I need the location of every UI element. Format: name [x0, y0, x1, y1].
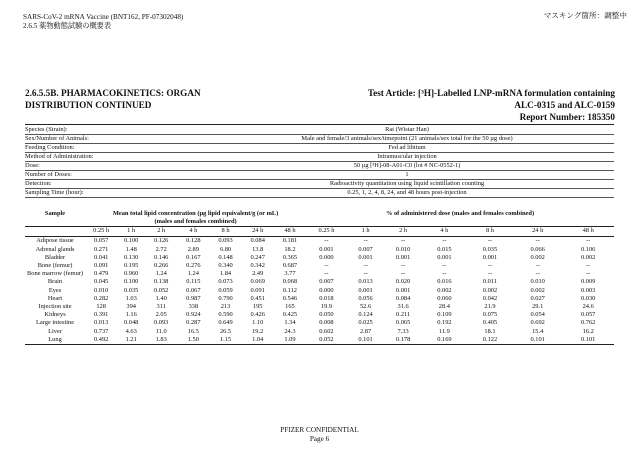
dose-percent-value: 0.001: [437, 253, 452, 261]
concentration-value: 1.21: [117, 336, 145, 345]
concentration-value: 0.091: [250, 286, 265, 294]
concentration-value: 0.057: [93, 237, 109, 245]
dose-percent-value: 0.011: [482, 278, 498, 286]
tissue-name: Liver: [48, 327, 62, 335]
dose-percent-value: 0.169: [422, 336, 467, 345]
concentration-value: 11.0: [155, 327, 167, 335]
concentration-value: 0.100: [123, 278, 139, 286]
study-info-value: 0.25, 1, 2, 4, 8, 24, and 48 hours post-injection: [200, 189, 614, 198]
concentration-value: 338: [188, 303, 199, 311]
dose-percent-value: --: [400, 262, 406, 270]
concentration-value: 4.63: [125, 327, 137, 335]
dose-percent-value: 0.405: [482, 319, 498, 327]
study-info-row: [25, 180, 614, 189]
dose-percent-value: 0.192: [437, 319, 452, 327]
conc-timepoint-header: 8 h: [209, 227, 241, 237]
dose-percent-value: 0.075: [482, 311, 498, 319]
conc-timepoint-header: 48 h: [274, 227, 306, 237]
section-title-line1: 2.6.5.5B. PHARMACOKINETICS: ORGAN: [25, 88, 201, 98]
dose-percent-value: 0.003: [580, 286, 596, 294]
study-info-value: Male and female/3 animals/sex/timepoint (21 animals/sex total for the 50 µg dose): [200, 135, 614, 144]
tissue-name: Injection site: [38, 303, 72, 311]
concentration-value: 0.365: [282, 253, 298, 261]
concentration-value: 0.138: [154, 278, 169, 286]
dose-percent-value: --: [535, 237, 540, 245]
dose-percent-value: 0.025: [358, 319, 373, 327]
concentration-value: 1.15: [209, 336, 241, 345]
concentration-value: 2.89: [187, 245, 199, 253]
concentration-value: 0.790: [218, 294, 233, 302]
dose-percent-value: 0.101: [562, 336, 614, 345]
concentration-value: 0.112: [282, 286, 297, 294]
concentration-value: 2.05: [155, 311, 167, 319]
dose-percent-value: --: [324, 262, 329, 270]
table-row: [25, 336, 614, 345]
table-row: [25, 270, 614, 278]
concentration-value: 1.16: [125, 311, 137, 319]
dose-percent-value: 0.060: [437, 294, 452, 302]
concentration-value: 0.073: [218, 278, 233, 286]
concentration-value: 0.247: [250, 253, 265, 261]
study-info-value: Fed ad libitum: [200, 144, 614, 153]
dose-percent-value: 0.057: [580, 311, 596, 319]
dose-percent-value: 19.9: [320, 303, 333, 311]
concentration-value: 0.091: [93, 262, 109, 270]
dose-percent-value: 0.013: [358, 278, 373, 286]
concentration-value: 0.546: [282, 294, 298, 302]
study-info-label: Feeding Condition:: [25, 144, 200, 153]
dose-percent-value: 18.1: [484, 327, 496, 335]
table-row: [25, 254, 614, 262]
concentration-value: 1.48: [125, 245, 137, 253]
table-row: [25, 295, 614, 303]
dose-percent-value: 0.030: [580, 294, 596, 302]
dose-timepoint-header: 24 h: [513, 227, 562, 237]
concentration-value: 0.035: [123, 286, 139, 294]
dose-percent-value: --: [535, 262, 540, 270]
sample-subheader-blank: [25, 227, 85, 237]
pk-data-table: [25, 210, 614, 345]
table-row: [25, 237, 614, 246]
concentration-value: 0.492: [85, 336, 117, 345]
concentration-value: 1.10: [252, 319, 264, 327]
dose-percent-value: 0.692: [530, 319, 545, 327]
study-info-label: Species (Strain):: [25, 126, 200, 135]
sample-header: Sample: [25, 210, 85, 227]
concentration-value: 0.649: [218, 319, 233, 327]
concentration-value: 0.146: [154, 253, 169, 261]
study-info-value: 50 µg [³H]-08-A01-C0 (lot # NC-0552-1): [200, 162, 614, 171]
concentration-value: 0.342: [250, 262, 265, 270]
tissue-name: Brain: [47, 278, 63, 286]
study-info-row: [25, 162, 614, 171]
dose-timepoint-header: 4 h: [422, 227, 467, 237]
conc-timepoint-header: 2 h: [145, 227, 177, 237]
conc-timepoint-header: 0.25 h: [85, 227, 117, 237]
concentration-value: 13.8: [252, 245, 264, 253]
concentration-header-line1: Mean total lipid concentration (µg lipid equivalent/g (or mL): [112, 210, 279, 217]
concentration-value: 18.2: [284, 245, 296, 253]
dose-percent-value: 0.124: [358, 311, 373, 319]
dose-percent-value: 0.002: [580, 253, 596, 261]
concentration-value: 0.181: [282, 237, 298, 245]
section-title: [25, 87, 201, 111]
study-info-row: [25, 135, 614, 144]
dose-percent-value: 15.4: [532, 327, 544, 335]
concentration-value: 0.737: [93, 327, 109, 335]
table-row: [25, 246, 614, 254]
dose-percent-value: 0.122: [467, 336, 513, 345]
concentration-value: 1.83: [145, 336, 177, 345]
dose-percent-value: 0.106: [580, 245, 596, 253]
study-info-row: [25, 189, 614, 198]
dose-percent-value: --: [586, 262, 591, 270]
study-info-value: Radioactivity quantitation using liquid scintillation counting: [200, 180, 614, 189]
concentration-value: 0.426: [250, 311, 265, 319]
table-row: [25, 311, 614, 319]
dose-percent-value: 0.050: [319, 311, 334, 319]
concentration-value: 195: [252, 303, 263, 311]
dose-percent-value: 0.001: [358, 286, 373, 294]
table-row: [25, 278, 614, 286]
concentration-value: 0.084: [250, 237, 265, 245]
study-info-row: [25, 144, 614, 153]
study-info-label: Number of Doses:: [25, 171, 200, 180]
concentration-value: 0.924: [186, 311, 201, 319]
dose-percent-value: 0.010: [530, 278, 545, 286]
dose-percent-value: 0.002: [482, 286, 498, 294]
dose-percent-value: 0.001: [482, 253, 498, 261]
dose-percent-value: 52.6: [359, 303, 372, 311]
concentration-value: 1.09: [274, 336, 306, 345]
dose-percent-value: --: [324, 237, 329, 245]
concentration-value: 0.276: [186, 262, 201, 270]
concentration-value: 19.2: [252, 327, 264, 335]
dose-percent-value: --: [487, 237, 493, 245]
concentration-value: 1.03: [125, 294, 137, 302]
dose-percent-value: 0.178: [384, 336, 422, 345]
dose-percent-value: 21.9: [484, 303, 496, 311]
dose-percent-value: 0.109: [437, 311, 452, 319]
dose-percent-value: 0.042: [482, 294, 498, 302]
tissue-name: Heart: [47, 294, 63, 302]
concentration-value: 1.84: [219, 270, 232, 278]
concentration-value: 213: [220, 303, 231, 311]
masking-note: マスキング箇所：調整中: [543, 11, 627, 20]
page-number: Page 6: [309, 435, 330, 443]
dose-percent-value: 0.020: [395, 278, 411, 286]
dose-percent-value: 0.002: [530, 253, 545, 261]
concentration-value: 1.04: [242, 336, 274, 345]
tissue-name: Bladder: [44, 253, 66, 261]
concentration-value: 0.045: [93, 278, 109, 286]
dose-percent-value: 0.000: [319, 286, 334, 294]
tissue-name: Kidneys: [44, 311, 66, 319]
table-row: [25, 319, 614, 327]
concentration-value: 1.34: [284, 319, 296, 327]
dose-percent-value: 7.33: [397, 327, 409, 335]
dose-percent-value: 0.054: [530, 311, 545, 319]
concentration-value: 0.451: [250, 294, 265, 302]
study-info-table: [25, 126, 614, 198]
dose-percent-value: --: [442, 262, 447, 270]
study-info-label: Detection:: [25, 180, 200, 189]
tissue-name: Bone (femur): [37, 262, 73, 270]
dose-percent-value: 24.6: [582, 303, 594, 311]
concentration-value: 0.100: [123, 237, 139, 245]
study-info-label: Method of Administration:: [25, 153, 200, 162]
concentration-value: 0.282: [93, 294, 109, 302]
tissue-name: Adrenal glands: [35, 245, 75, 253]
test-article-line2: ALC-0315 and ALC-0159: [514, 100, 615, 110]
dose-timepoint-header: 2 h: [384, 227, 422, 237]
tissue-name: Lung: [25, 336, 85, 345]
concentration-value: 0.960: [123, 270, 139, 278]
concentration-header: [85, 210, 306, 227]
dose-percent-value: 0.066: [530, 245, 545, 253]
concentration-value: 1.50: [177, 336, 209, 345]
dose-percent-value: 0.101: [347, 336, 385, 345]
concentration-value: 0.052: [154, 286, 169, 294]
concentration-value: 0.148: [218, 253, 233, 261]
tissue-name: Large intestine: [36, 319, 75, 327]
dose-percent-value: 0.035: [482, 245, 498, 253]
dose-percent-value: 28.4: [438, 303, 450, 311]
dose-percent-value: --: [363, 262, 368, 270]
concentration-value: 311: [156, 303, 166, 311]
dose-percent-value: 16.2: [582, 327, 594, 335]
concentration-value: 0.069: [250, 278, 265, 286]
table-row: [25, 262, 614, 270]
tissue-name: Adipose tissue: [36, 237, 74, 245]
dose-percent-value: 0.015: [437, 245, 452, 253]
concentration-value: 2.49: [252, 270, 264, 278]
concentration-value: 3.77: [284, 270, 296, 278]
dose-percent-value: 0.065: [395, 319, 411, 327]
dose-percent-value: --: [363, 237, 368, 245]
dose-percent-value: 0.009: [580, 278, 596, 286]
concentration-value: 0.013: [93, 319, 109, 327]
concentration-value: 1.24: [187, 270, 199, 278]
dose-percent-value: 31.6: [397, 303, 409, 311]
dose-percent-value: --: [400, 237, 406, 245]
concentration-value: 0.093: [218, 237, 233, 245]
concentration-value: 6.80: [219, 245, 232, 253]
dose-percent-value: 0.010: [395, 245, 411, 253]
dose-percent-value: 0.001: [358, 253, 373, 261]
dose-percent-value: 11.9: [438, 327, 450, 335]
concentration-value: 0.195: [123, 262, 139, 270]
concentration-value: 0.126: [154, 237, 169, 245]
concentration-value: 1.24: [155, 270, 167, 278]
dose-percent-value: 0.027: [530, 294, 545, 302]
concentration-value: 0.987: [186, 294, 201, 302]
dose-timepoint-header: 8 h: [467, 227, 513, 237]
tissue-name: Eyes: [48, 286, 62, 294]
study-info-label: Sampling Time (hour):: [25, 189, 200, 198]
dose-percent-value: 0.001: [319, 245, 334, 253]
concentration-value: 0.067: [186, 286, 201, 294]
test-article-line1: Test Article: [³H]-Labelled LNP-mRNA formulation containing: [367, 88, 615, 98]
conc-timepoint-header: 1 h: [117, 227, 145, 237]
top-divider: [25, 124, 614, 125]
concentration-value: 0.059: [218, 286, 233, 294]
dose-percent-value: 0.002: [530, 286, 545, 294]
table-row: [25, 328, 614, 336]
dose-header: % of administered dose (males and females combined): [306, 210, 614, 227]
concentration-value: 0.266: [154, 262, 169, 270]
concentration-value: 16.5: [187, 327, 199, 335]
concentration-header-line2: (males and females combined): [154, 218, 237, 226]
dose-percent-value: 29.1: [532, 303, 544, 311]
dose-percent-value: 0.016: [437, 278, 452, 286]
dose-percent-value: 0.007: [319, 278, 334, 286]
dose-percent-value: --: [487, 270, 493, 278]
dose-percent-value: --: [535, 270, 540, 278]
study-info-label: Sex/Number of Animals:: [25, 135, 200, 144]
section-title-line2: DISTRIBUTION CONTINUED: [25, 100, 152, 110]
concentration-value: 0.093: [154, 319, 169, 327]
dose-percent-value: 0.000: [319, 253, 334, 261]
dose-percent-value: 0.052: [306, 336, 347, 345]
concentration-value: 0.479: [93, 270, 109, 278]
study-info-label: Dose:: [25, 162, 200, 171]
study-info-value: Rat (Wistar Han): [200, 126, 614, 135]
dose-percent-value: 2.87: [359, 327, 372, 335]
concentration-value: 0.271: [93, 245, 109, 253]
concentration-value: 0.391: [93, 311, 109, 319]
tissue-name: Bone marrow (femur): [26, 270, 84, 278]
dose-percent-value: --: [586, 270, 591, 278]
concentration-value: 0.687: [282, 262, 298, 270]
dose-timepoint-header: 0.25 h: [306, 227, 347, 237]
document-header: [23, 13, 183, 32]
dose-percent-value: 0.008: [319, 319, 334, 327]
dose-percent-value: 0.084: [395, 294, 411, 302]
dose-percent-value: 0.007: [358, 245, 373, 253]
concentration-value: 0.287: [186, 319, 201, 327]
concentration-value: 0.068: [282, 278, 298, 286]
concentration-value: 0.130: [123, 253, 139, 261]
section-reference: 2.6.5 薬物動態試験の概要表: [23, 22, 112, 31]
dose-percent-value: --: [442, 237, 447, 245]
dose-percent-value: --: [586, 237, 591, 245]
study-info-value: Intramuscular injection: [200, 153, 614, 162]
table-row: [25, 303, 614, 311]
concentration-value: 165: [285, 303, 295, 311]
conc-timepoint-header: 24 h: [242, 227, 274, 237]
concentration-value: 128: [96, 303, 106, 311]
confidential-label: PFIZER CONFIDENTIAL: [280, 426, 359, 434]
dose-percent-value: 0.002: [437, 286, 452, 294]
concentration-value: 0.128: [186, 237, 201, 245]
dose-percent-value: 0.001: [395, 286, 411, 294]
product-name: SARS-CoV-2 mRNA Vaccine (BNT162, PF-07302048): [23, 13, 184, 21]
dose-percent-value: --: [363, 270, 368, 278]
study-info-row: [25, 153, 614, 162]
test-article-block: [368, 87, 615, 123]
dose-percent-value: --: [442, 270, 447, 278]
dose-percent-value: 0.762: [580, 319, 596, 327]
study-info-row: [25, 171, 614, 180]
concentration-value: 0.048: [123, 319, 139, 327]
concentration-value: 0.115: [186, 278, 201, 286]
concentration-value: 26.5: [219, 327, 232, 335]
study-info-row: [25, 126, 614, 135]
table-row: [25, 287, 614, 295]
dose-percent-value: --: [324, 270, 329, 278]
concentration-value: 2.72: [155, 245, 167, 253]
dose-timepoint-header: 1 h: [347, 227, 385, 237]
page-footer: [0, 426, 639, 444]
report-number: Report Number: 185350: [519, 112, 615, 122]
dose-timepoint-header: 48 h: [562, 227, 614, 237]
dose-percent-value: --: [400, 270, 406, 278]
dose-percent-value: --: [487, 262, 493, 270]
conc-timepoint-header: 4 h: [177, 227, 209, 237]
concentration-value: 0.340: [218, 262, 233, 270]
dose-percent-value: 0.056: [358, 294, 373, 302]
concentration-value: 0.010: [93, 286, 109, 294]
concentration-value: 24.3: [284, 327, 296, 335]
dose-percent-value: 0.018: [319, 294, 334, 302]
concentration-value: 0.041: [93, 253, 109, 261]
concentration-value: 1.40: [155, 294, 167, 302]
dose-percent-value: 0.602: [319, 327, 334, 335]
concentration-value: 0.425: [282, 311, 298, 319]
concentration-value: 394: [126, 303, 136, 311]
dose-percent-value: 0.211: [396, 311, 411, 319]
concentration-value: 0.590: [218, 311, 233, 319]
dose-percent-value: 0.001: [395, 253, 411, 261]
concentration-value: 0.167: [186, 253, 201, 261]
study-info-value: 1: [200, 171, 614, 180]
dose-percent-value: 0.101: [513, 336, 562, 345]
